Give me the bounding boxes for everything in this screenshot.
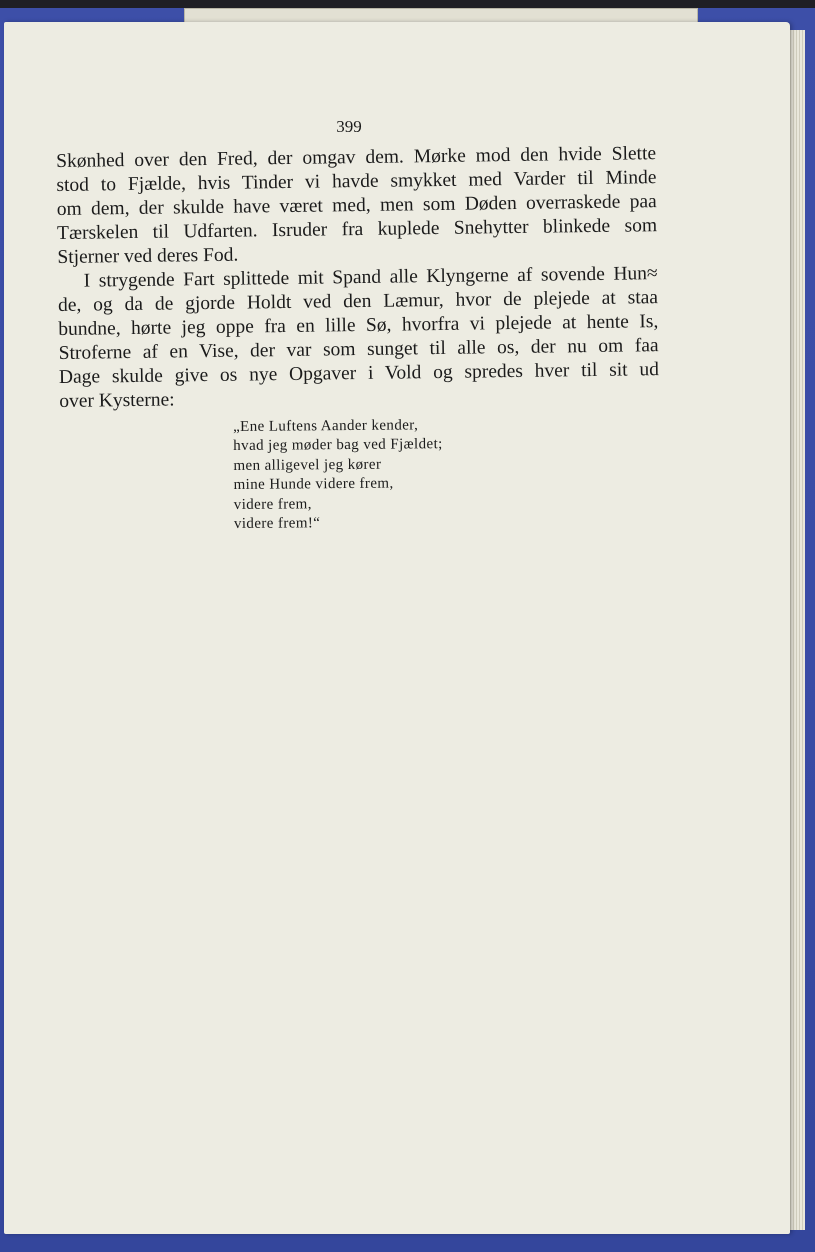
text-line: Skønhed over den Fred, der omgav dem. Mørke mod den hvide Slette (56, 143, 657, 172)
text-line: Tærskelen til Udfarten. Isruder fra kuplede Snehytter blinkede som (56, 215, 658, 244)
paragraph (56, 142, 658, 270)
text-line: Stroferne af en Vise, der var som sunget til alle os, der nu om faa (58, 335, 659, 364)
paragraph (58, 262, 660, 414)
text-line: de, og da de gjorde Holdt ved den Læmur, hvor de plejede at staa (57, 287, 659, 316)
body-text (56, 142, 659, 414)
verse-block (233, 415, 534, 534)
page-number: 399 (336, 117, 362, 136)
verse-line: videre frem, (233, 495, 312, 513)
text-line: I strygende Fart splittede mit Spand alle Klyngerne af sovende Hun≈ (83, 263, 658, 292)
text-line: stod to Fjælde, hvis Tinder vi havde smykket med Varder til Minde (56, 167, 657, 196)
verse-line: mine Hunde videre frem, (233, 475, 394, 494)
text-line: Dage skulde give os nye Opgaver i Vold og spredes hver til sit ud (58, 359, 660, 388)
verse-line: hvad jeg møder bag ved Fjældet; (233, 436, 443, 455)
verse-line: videre frem!“ (233, 515, 321, 533)
book-page (4, 22, 790, 1234)
verse-line: „Ene Luftens Aander kender, (233, 417, 419, 435)
text-line: om dem, der skulde have været med, men som Døden overraskede paa (56, 191, 657, 220)
text-line: over Kysterne: (59, 389, 175, 412)
text-line: Stjerner ved deres Fod. (57, 244, 239, 268)
text-line: bundne, hørte jeg oppe fra en lille Sø, hvorfra vi plejede at hente Is, (58, 311, 659, 340)
verse-line: men alligevel jeg kører (233, 456, 382, 474)
